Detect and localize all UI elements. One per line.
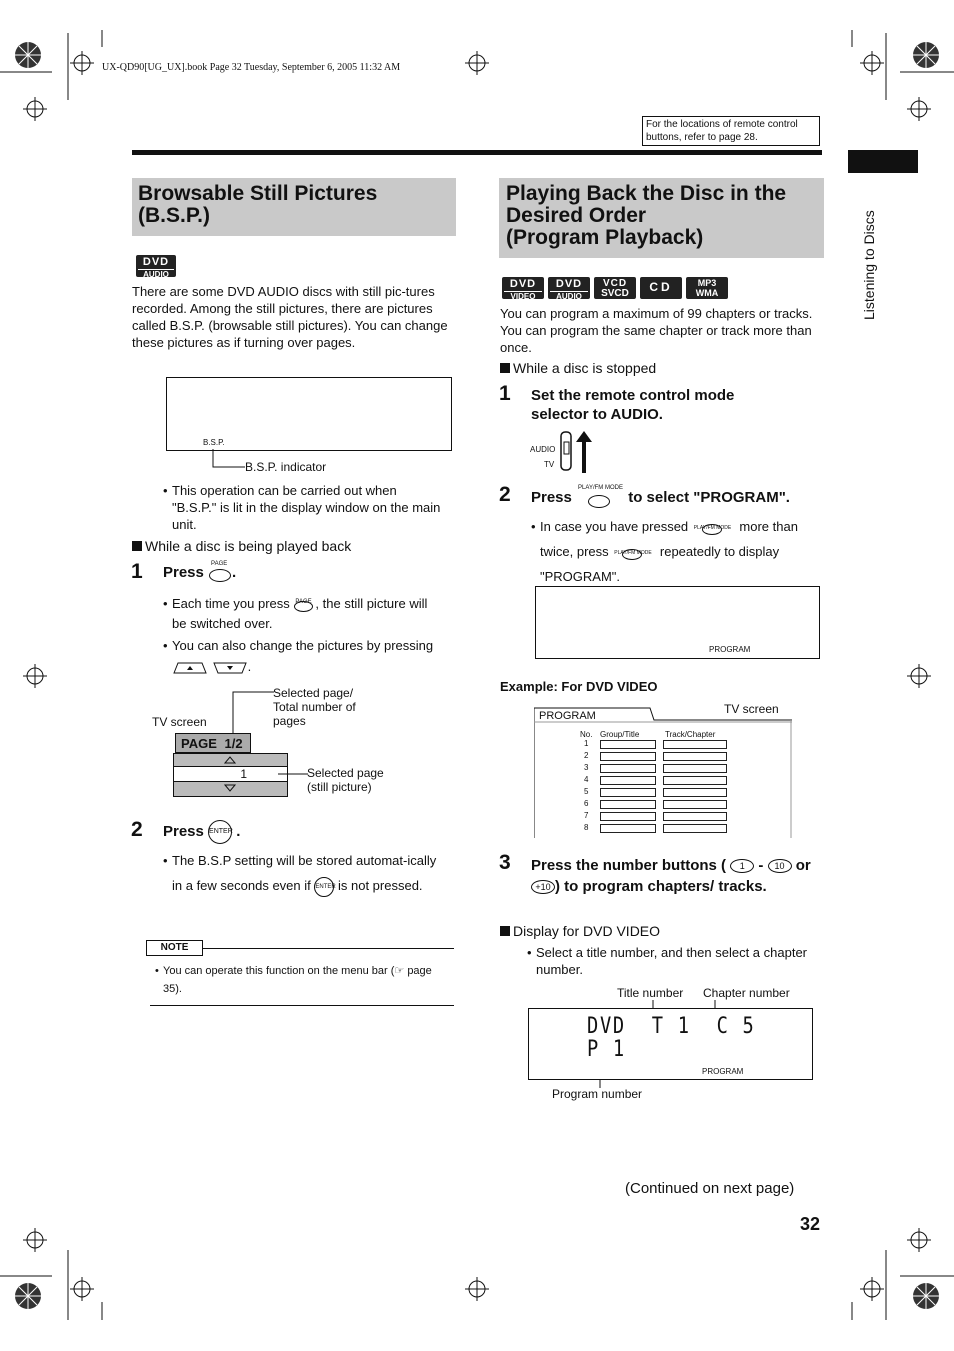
side-tab-text: Listening to Discs [861,210,877,320]
note-rule-top [203,948,454,949]
play-fm-inline-1-label: PLAY/FM MODE [693,524,732,531]
still-callout [278,770,310,778]
switch-arrow-icon [560,428,596,474]
program-track-cell[interactable] [663,764,727,773]
switch-audio-label: AUDIO [530,445,556,454]
or-word: or [795,857,811,874]
badge-top: CD [649,280,673,294]
program-row-number: 1 [584,739,589,748]
number-10-button[interactable] [768,859,792,873]
program-row-number: 2 [584,751,589,760]
page-button-oval [209,569,231,582]
note-label [146,940,203,956]
press-label: Press [163,563,204,581]
play-fm-inline-1 [692,518,736,538]
display-bullet: • Select a title number, and then select a chapter number. [527,945,808,977]
right-condition [500,360,656,376]
play-fm-inline-2 [612,543,656,563]
file-info: UX-QD90[UG_UX].book Page 32 Tuesday, September 6, 2005 11:32 AM [102,62,401,73]
badge-bottom: SVCD [601,288,629,299]
badge-bottom: AUDIO [550,291,588,301]
left-section-header [132,178,456,236]
cd-badge [640,277,682,299]
still-value-box [174,766,287,782]
display-line-2: P 1 [587,1037,626,1062]
badge-top: DVD [142,256,170,268]
page-indicator-panel [173,733,288,797]
page-inline-label: PAGE [295,598,312,605]
page-callout [228,688,278,738]
left-tv-screen-label: TV screen [152,715,207,729]
program-group-cell[interactable] [600,788,656,797]
left-step1-bullet2: • You can also change the pictures by pressing . [163,638,434,674]
plus-10-label: +10 [535,882,551,893]
program-track-cell[interactable] [663,752,727,761]
display-line-1: DVD T 1 C 5 [587,1014,756,1039]
program-number-caption: Program number [552,1087,643,1101]
continued-note: (Continued on next page) [625,1180,795,1197]
program-row-number: 5 [584,787,589,796]
right-step2-instruction [531,486,790,510]
page-button[interactable] [208,563,232,583]
right-step1-number: 1 [499,382,511,405]
still-caption: Selected page (still picture) [307,766,384,794]
mp3-wma-badge [686,277,728,299]
badge-bottom: AUDIO [138,269,174,279]
enter-button-label: ENTER [209,828,233,835]
right-title-line-2: Desired Order [506,204,647,227]
display-condition-text: Display for DVD VIDEO [513,923,661,939]
right-step3-number: 3 [499,851,511,874]
bsp-bullet: • This operation can be carried out when "B.S.P." is lit in the display window on the main unit. [163,482,443,533]
bsp-indicator: B.S.P. [203,438,225,447]
remote-note [642,116,820,146]
program-row-number: 8 [584,823,589,832]
left-step2-number: 2 [131,818,143,841]
program-group-cell[interactable] [600,764,656,773]
program-track-cell[interactable] [663,776,727,785]
enter-button-inline [314,877,334,897]
left-step2-bullet-a: The B.S.P setting will be stored automat-ically in a few seconds even if [172,853,437,893]
right-step3-text-b: ) to program chapters/ tracks. [555,878,767,895]
display-condition [500,923,660,939]
left-step1-number: 1 [131,560,143,583]
square-bullet-icon [500,363,510,373]
page-inline-oval [294,601,313,612]
program-display [535,586,820,659]
play-fm-mode-button[interactable] [576,486,624,510]
bsp-bullet-text: This operation can be carried out when "B.S.P." is lit in the display window on the main unit. [172,483,441,532]
badge-bottom: VIDEO [504,291,542,301]
example-label: Example: For DVD VIDEO [500,679,658,694]
page-number: 32 [800,1214,821,1234]
badge-top: VCD [602,278,628,289]
right-section-title [499,178,824,254]
note-text-b: page 35). [163,965,432,995]
note-rule-bottom [150,1005,454,1006]
program-row-number: 6 [584,799,589,808]
col-track: Track/Chapter [665,730,716,739]
press-label-3: Press [531,488,572,506]
play-fm-inline-1-oval [702,524,722,535]
header-rule [132,150,822,155]
play-fm-inline-2-label: PLAY/FM MODE [614,549,652,556]
note-text: • You can operate this function on the menu bar (☞ page 35). [155,965,432,995]
remote-note-text: For the locations of remote control buttons, refer to page 28. [646,119,798,143]
col-no: No. [580,730,593,739]
right-step2-number: 2 [499,483,511,506]
page-label: PAGE [181,736,217,751]
mode-selector-switch[interactable] [530,428,600,474]
chapter-number-caption: Chapter number [703,986,790,1000]
square-bullet-icon [132,541,142,551]
program-group-cell[interactable] [600,776,656,785]
program-track-cell[interactable] [663,788,727,797]
dvd-audio-badge [136,255,176,277]
left-step1-bullet1: • Each time you press PAGE , the still picture will be switched over. [163,594,443,633]
square-bullet-icon [500,926,510,936]
press-label-2: Press [163,822,204,840]
number-10-label: 10 [774,861,785,872]
number-1-button[interactable] [730,859,754,873]
right-section-header [499,178,824,258]
program-row-number: 7 [584,811,589,820]
note-text-a: You can operate this function on the menu bar ( [163,965,395,977]
reference-hand-icon: ☞ [394,965,405,977]
program-group-cell[interactable] [600,824,656,833]
right-title-line-3: (Program Playback) [506,226,704,249]
page-button-inline [293,596,315,614]
left-step1-bullet2-a: You can also change the pictures by pressing [172,638,434,653]
left-step1-bullet1-a: Each time you press [172,596,290,611]
right-tv-screen-label: TV screen [724,702,779,716]
page-indicator-body [173,753,288,797]
down-arrow-button-icon [212,661,248,675]
program-screen [534,706,792,838]
right-step1-text: Set the remote control mode selector to AUDIO. [531,387,735,423]
badge-top: DVD [555,278,583,290]
badge-bottom: WMA [695,288,719,298]
title-number-caption: Title number [617,986,684,1000]
left-step1-bullet1-b: , the still picture will be switched over. [172,596,428,631]
program-group-cell[interactable] [600,800,656,809]
program-rows [534,740,792,836]
number-1-label: 1 [739,861,745,872]
left-intro: There are some DVD AUDIO discs with still pic-tures recorded. Among the still pictures, there are pictures called B.S.P. (browsable still pictures). You can change these pictures as if turning over pages. [132,284,448,350]
side-tab-block [848,150,918,173]
switch-tv-label: TV [544,460,555,469]
program-track-cell[interactable] [663,812,727,821]
program-display-label: PROGRAM [709,645,751,654]
side-tab-label [861,180,877,320]
left-step2-instruction: Press ENTER . [163,820,240,844]
bsp-caption: B.S.P. indicator [245,460,327,474]
right-condition-text: While a disc is stopped [513,360,657,376]
right-intro: You can program a maximum of 99 chapters or tracks. You can program the same chapter or track more than once. [500,306,813,355]
left-condition-text: While a disc is being played back [145,538,352,554]
col-group: Group/Title [600,730,640,739]
program-group-cell[interactable] [600,752,656,761]
right-step3-text-a: Press the number buttons ( [531,857,727,874]
left-step1-instruction: Press PAGE . [163,563,236,583]
dvd-audio-badge-right [548,277,590,299]
play-fm-inline-2-oval [622,549,642,560]
page-indicator-tab [175,733,251,753]
dvd-program-display [528,1008,813,1080]
bsp-display [166,377,452,451]
left-section-title: Browsable Still Pictures (B.S.P.) [138,182,378,227]
enter-inline-label: ENTER [315,883,336,890]
right-step2-bullet-a: In case you have pressed [540,519,689,534]
program-row-number: 4 [584,775,589,784]
badge-top: MP3 [697,278,717,288]
right-step2-bullet-b: more than twice, press [540,519,798,559]
page-button-label: PAGE [211,561,228,567]
dash: - [758,857,764,874]
vcd-svcd-badge [594,277,636,299]
play-fm-mode-oval [588,495,610,508]
left-condition [132,538,351,554]
dvd-program-display-label: PROGRAM [702,1067,744,1076]
still-down-icon [224,784,236,792]
program-track-cell[interactable] [663,740,727,749]
enter-button[interactable] [208,820,232,844]
program-row-number: 3 [584,763,589,772]
program-group-cell[interactable] [600,740,656,749]
program-track-cell[interactable] [663,800,727,809]
still-up-icon [224,756,236,764]
plus-10-button[interactable] [531,880,555,894]
still-value: 1 [240,767,247,781]
program-group-cell[interactable] [600,812,656,821]
left-step2-bullet-b: is not pressed. [338,878,423,893]
play-fm-mode-label: PLAY/FM MODE [578,485,623,491]
right-step2-after: to select "PROGRAM". [628,488,790,506]
left-step2-bullet: • The B.S.P setting will be stored automat-ically in a few seconds even if ENTER is not pressed. [163,848,443,898]
program-tab-label: PROGRAM [539,710,596,722]
note-label-text: NOTE [160,942,189,953]
display-bullet-text: Select a title number, and then select a chapter number. [536,945,808,977]
right-step2-bullet-c: repeatedly to display "PROGRAM". [540,544,780,584]
dvd-video-badge [502,277,544,299]
right-title-line-1: Playing Back the Disc in the [506,182,787,205]
bsp-callout [210,449,250,471]
program-track-cell[interactable] [663,824,727,833]
up-arrow-button-icon [172,661,208,675]
page-value: 1/2 [224,736,243,751]
right-step2-bullet: • In case you have pressed PLAY/FM MODE more than twice, press PLAY/FM MODE repeatedly to display "PROGRAM". [531,514,819,589]
selected-page-caption: Selected page/ Total number of pages [273,686,356,728]
badge-top: DVD [509,278,537,290]
right-step3-instruction [531,855,816,897]
